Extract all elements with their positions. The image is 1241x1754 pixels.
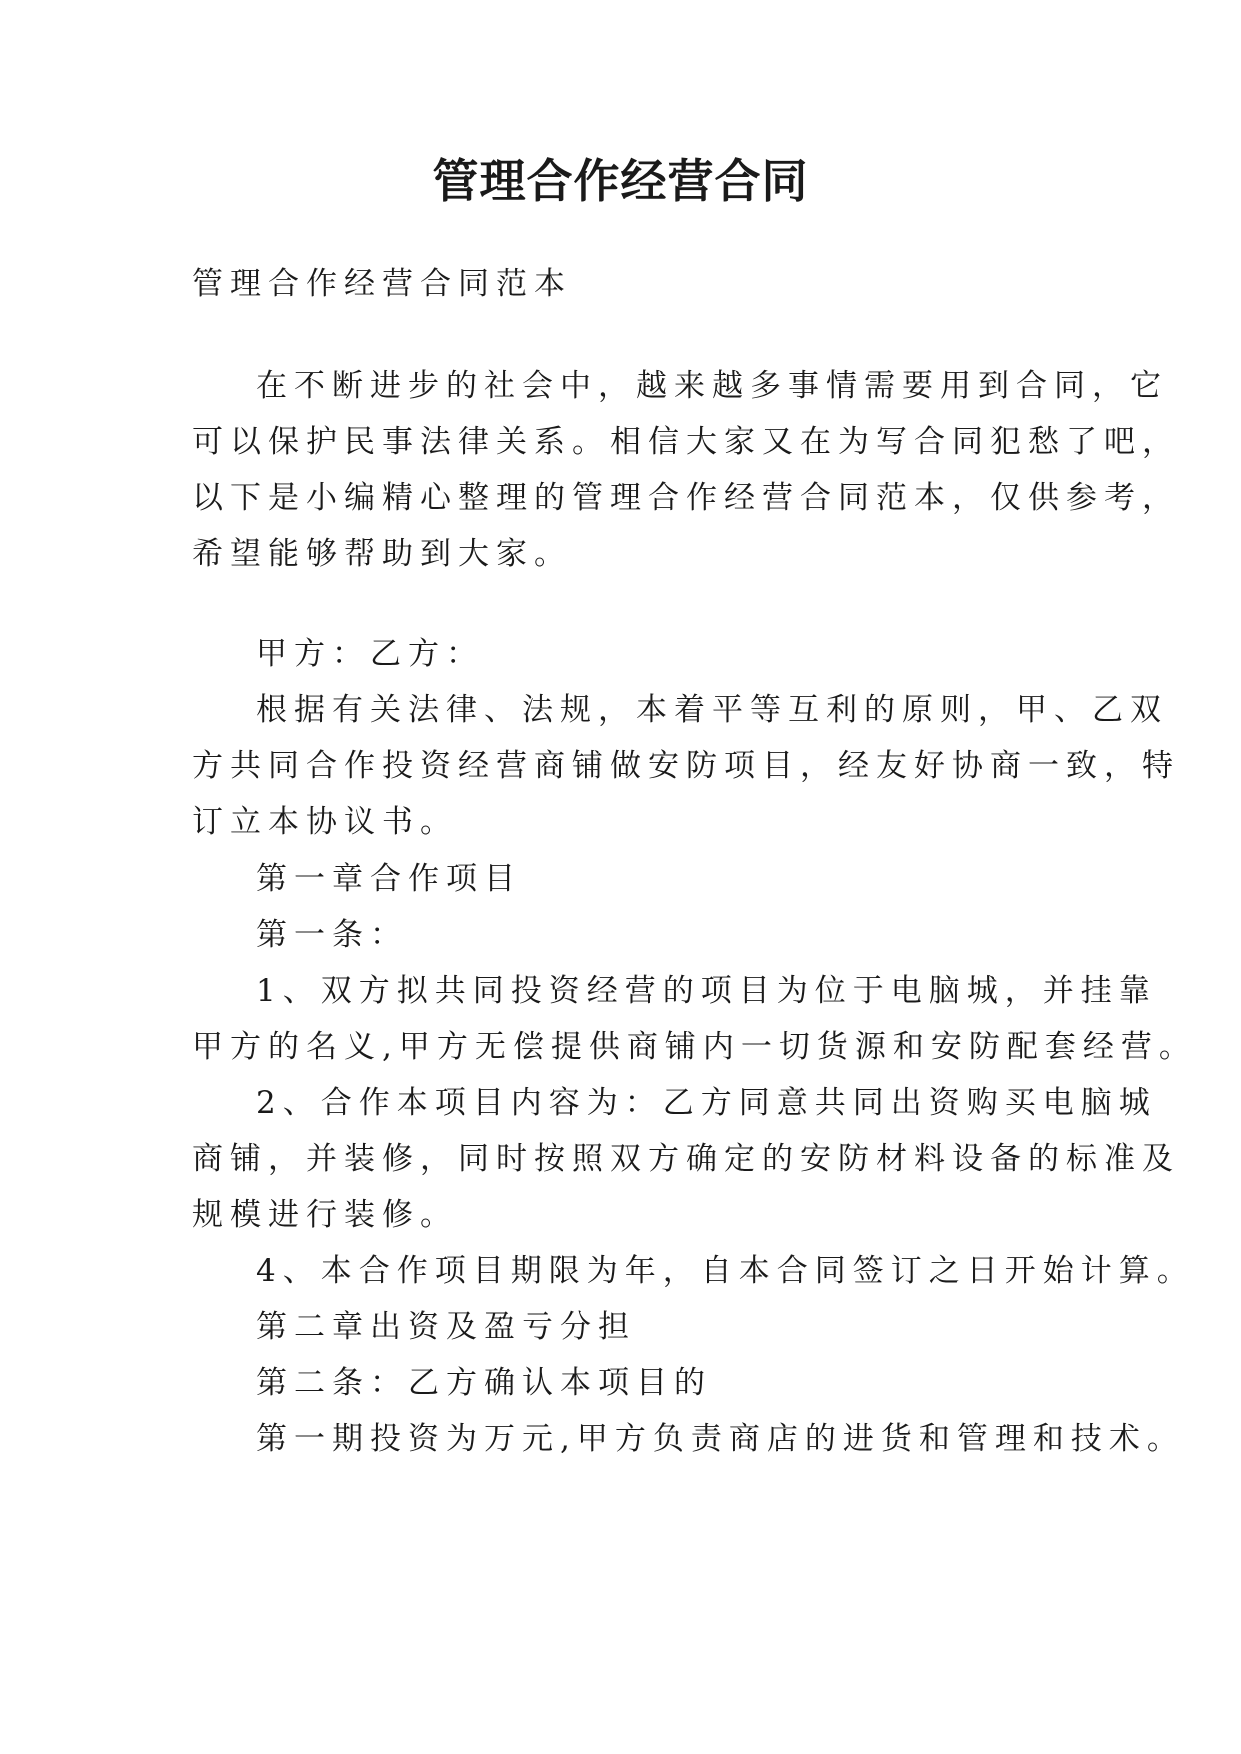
paragraph-line: 第一期投资为万元,甲方负责商店的进货和管理和技术。	[256, 1421, 1185, 1457]
paragraph-line: 希望能够帮助到大家。	[192, 536, 572, 572]
chapter-heading: 第一章合作项目	[256, 861, 522, 897]
paragraph-line: 甲方：乙方：	[256, 636, 484, 672]
chapter-heading: 第二章出资及盈亏分担	[256, 1309, 636, 1345]
document-subtitle: 管理合作经营合同范本	[192, 266, 572, 302]
paragraph-line: 商铺，并装修，同时按照双方确定的安防材料设备的标准及	[192, 1141, 1180, 1177]
paragraph-line: 可以保护民事法律关系。相信大家又在为写合同犯愁了吧，	[192, 424, 1180, 460]
paragraph-line: 甲方的名义,甲方无偿提供商铺内一切货源和安防配套经营。	[192, 1029, 1197, 1065]
paragraph-line: 订立本协议书。	[192, 804, 458, 840]
paragraph-line: 1、双方拟共同投资经营的项目为位于电脑城，并挂靠	[256, 973, 1157, 1009]
paragraph-line: 方共同合作投资经营商铺做安防项目，经友好协商一致，特	[192, 748, 1180, 784]
paragraph-line: 规模进行装修。	[192, 1197, 458, 1233]
paragraph-line: 在不断进步的社会中，越来越多事情需要用到合同，它	[256, 368, 1168, 404]
article-heading: 第一条：	[256, 917, 408, 953]
article-heading: 第二条：乙方确认本项目的	[256, 1365, 712, 1401]
paragraph-line: 4、本合作项目期限为年，自本合同签订之日开始计算。	[256, 1253, 1195, 1289]
paragraph-line: 2、合作本项目内容为：乙方同意共同出资购买电脑城	[256, 1085, 1157, 1121]
paragraph-line: 根据有关法律、法规，本着平等互利的原则，甲、乙双	[256, 692, 1168, 728]
document-title: 管理合作经营合同	[432, 154, 809, 208]
paragraph-line: 以下是小编精心整理的管理合作经营合同范本，仅供参考，	[192, 480, 1180, 516]
